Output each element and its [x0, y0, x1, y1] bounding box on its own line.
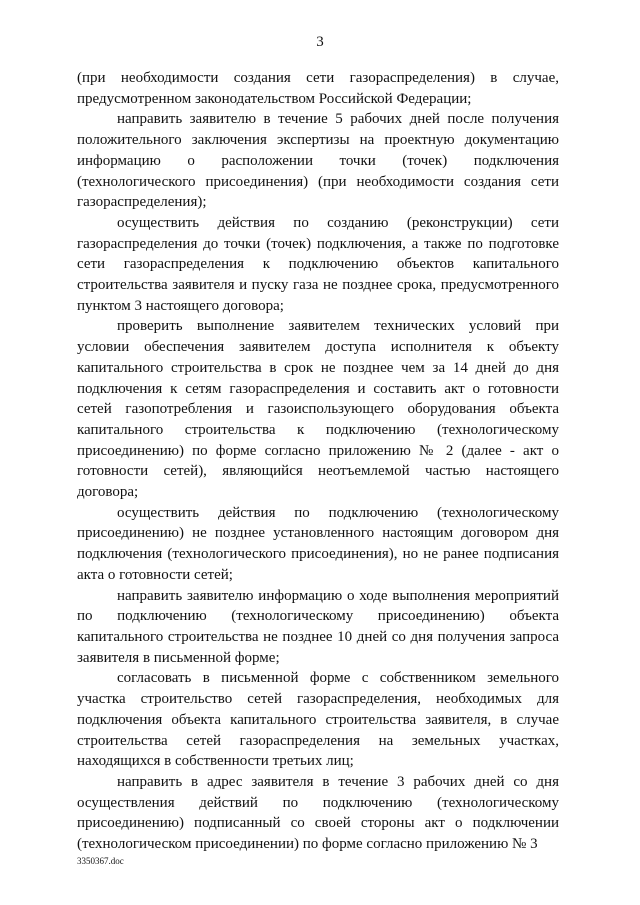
paragraph-1: (при необходимости создания сети газораспределения) в случае, предусмотренном законодательством Российской Федерации;	[77, 70, 559, 107]
page-number: 3	[316, 34, 324, 50]
paragraph-5: осуществить действия по подключению (технологическому присоединению) не позднее установленного настоящим договором дня подключения (технологического присоединения), но не ранее подписания акта о готовности сетей;	[77, 504, 559, 583]
paragraph-6: направить заявителю информацию о ходе выполнения мероприятий по подключению (технологическому присоединению) объекта капитального строительства не позднее 10 дней со дня получения запроса заявителя в письменной форме;	[77, 587, 559, 666]
paragraph-2: направить заявителю в течение 5 рабочих дней после получения положительного заключения экспертизы на проектную документацию информацию о расположении точки (точек) подключения (технологического присоединения) (при необходимости создания сети газораспределения);	[77, 111, 559, 211]
document-body	[77, 68, 559, 855]
paragraph-4: проверить выполнение заявителем технических условий при условии обеспечения заявителем доступа исполнителя к объекту капитального строительства в срок не позднее чем за 14 дней до дня подключения к сетям газораспределения и составить акт о готовности сетей газопотребления и газоиспользующего оборудования объекта капитального строительства к подключению (технологическому присоединению) по форме согласно приложению № 2 (далее - акт о готовности сетей), являющийся неотъемлемой частью настоящего договора;	[77, 318, 559, 501]
file-name-footer: 3350367.doc	[77, 856, 124, 866]
paragraph-8: направить в адрес заявителя в течение 3 рабочих дней со дня осуществления действий по подключению (технологическому присоединению) подписанный со своей стороны акт о подключении (технологическом присоединении) по форме согласно приложению № 3	[77, 773, 559, 853]
paragraph-7: согласовать в письменной форме с собственником земельного участка строительство сетей газораспределения, необходимых для подключения объекта капитального строительства заявителя, в случае строительства сетей газораспределения на земельных участках, находящихся в собственности третьих лиц;	[77, 670, 559, 770]
paragraph-3: осуществить действия по созданию (реконструкции) сети газораспределения до точки (точек) подключения, а также по подготовке сети газораспределения к подключению объектов капитального строительства заявителя и пуску газа не позднее срока, предусмотренного пунктом 3 настоящего договора;	[77, 214, 559, 314]
